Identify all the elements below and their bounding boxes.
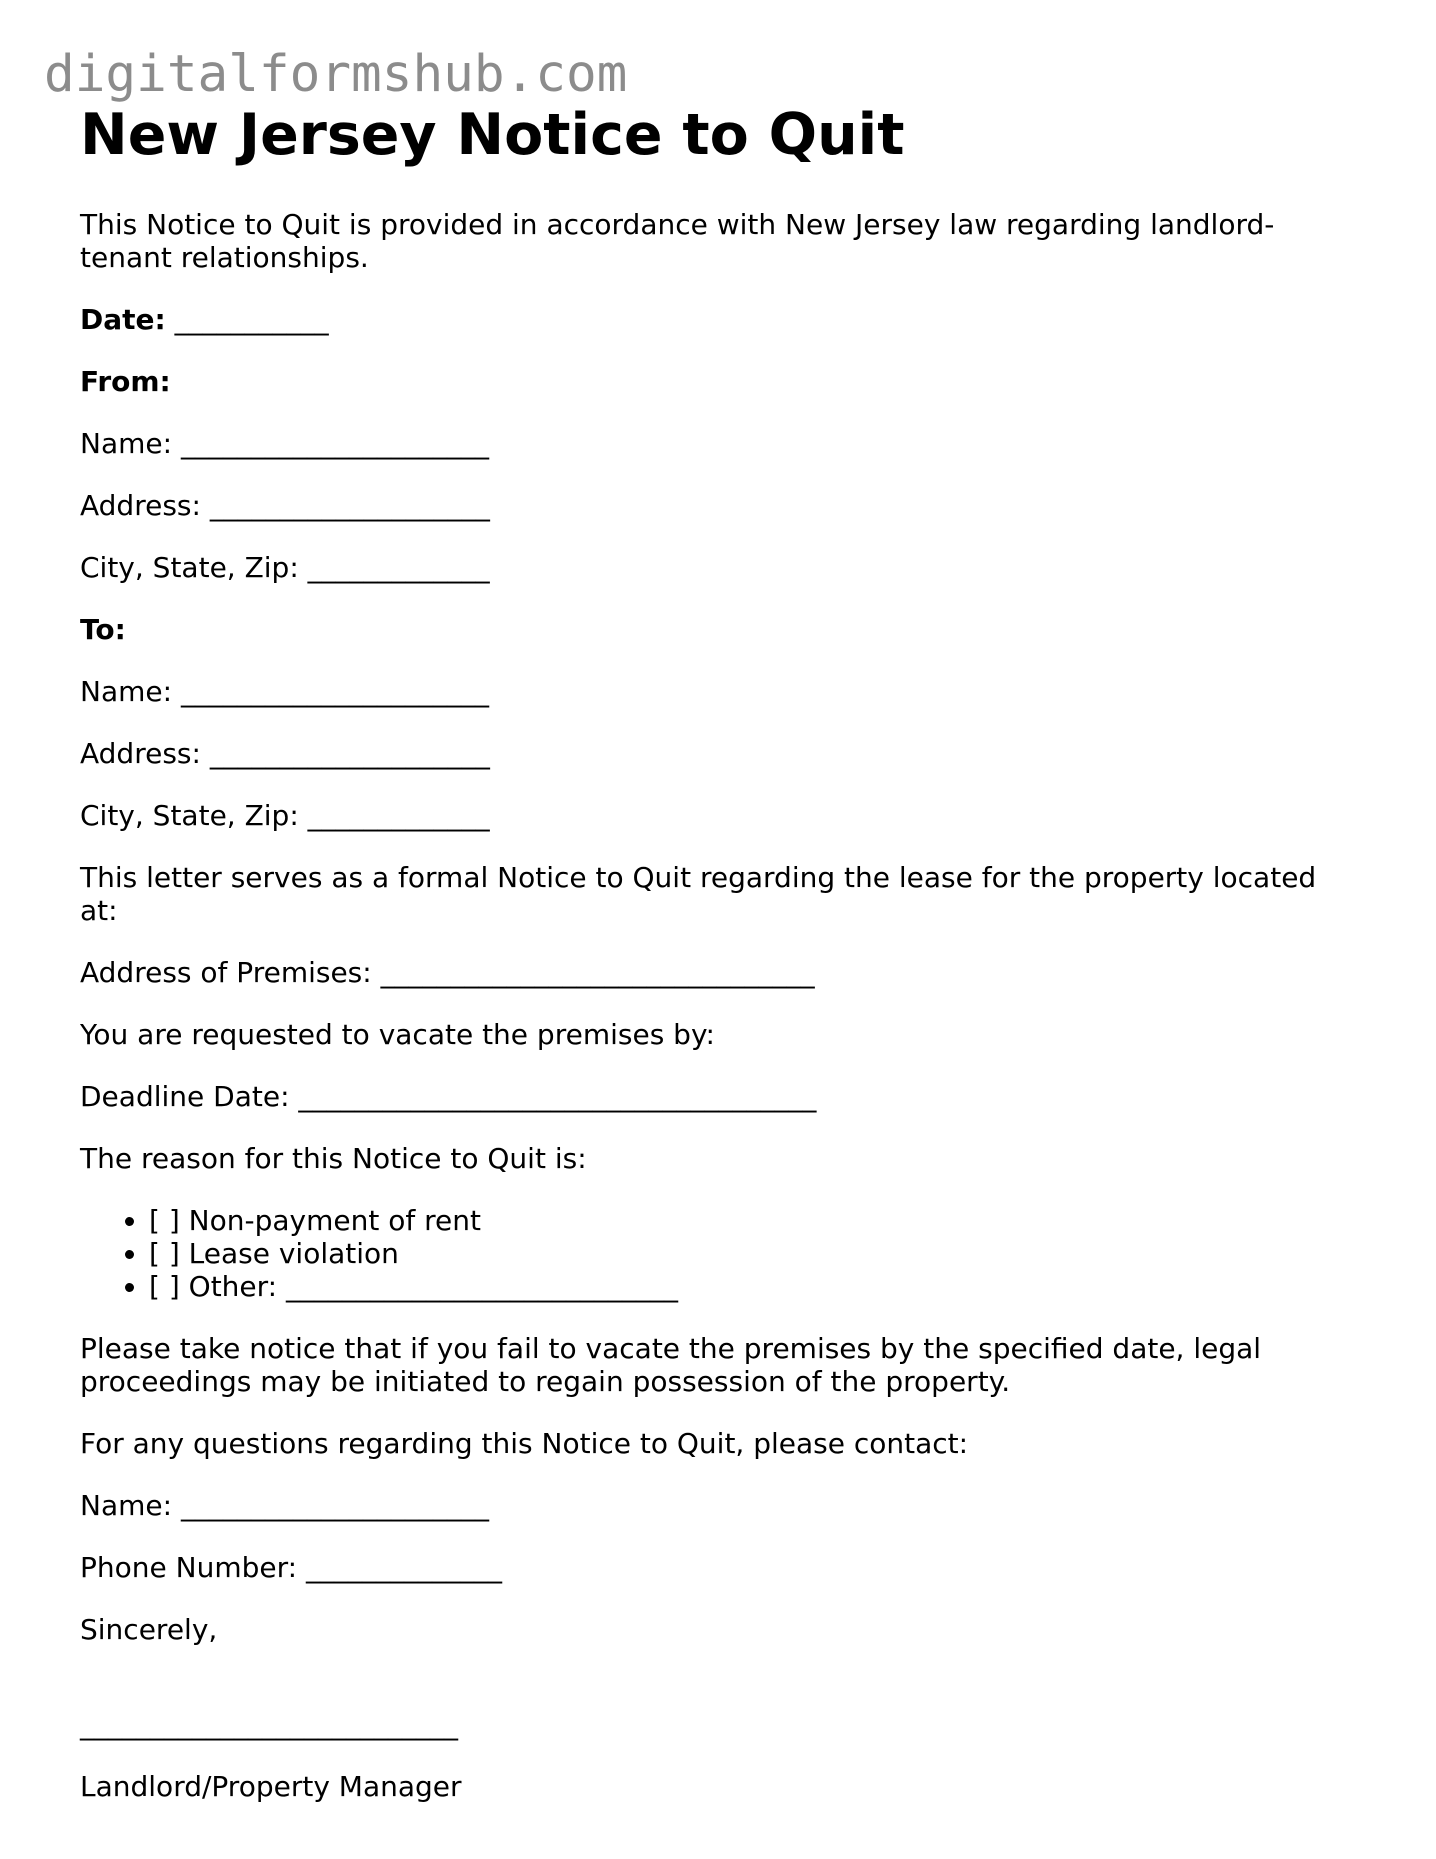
vacate-statement: You are requested to vacate the premises by:: [80, 1018, 715, 1051]
reason-item-lease-violation: • [ ] Lease violation: [149, 1237, 1356, 1270]
contact-name-field: Name: ______________________: [80, 1489, 489, 1522]
legal-warning: Please take notice that if you fail to vacate the premises by the specified date, legal proceedings may be initiated to regain possession of the property.: [80, 1332, 1262, 1398]
page-title: New Jersey Notice to Quit: [80, 102, 905, 168]
from-address-field: Address: ____________________: [80, 489, 490, 522]
reason-intro: The reason for this Notice to Quit is:: [80, 1142, 587, 1175]
date-field: [80, 303, 1356, 336]
watermark: digitalformshub.com: [44, 45, 628, 104]
document-body: [80, 100, 1356, 1832]
to-address-field: Address: ____________________: [80, 737, 490, 770]
signer-title: Landlord/Property Manager: [80, 1770, 462, 1803]
contact-intro: For any questions regarding this Notice to Quit, please contact:: [80, 1427, 969, 1460]
reason-item-other: • [ ] Other: ____________________________: [149, 1270, 1356, 1303]
from-heading: From:: [80, 365, 171, 398]
intro-paragraph: This Notice to Quit is provided in accordance with New Jersey law regarding landlord-tenant relationships.: [80, 208, 1275, 274]
reason-item-nonpayment: • [ ] Non-payment of rent: [149, 1204, 1356, 1237]
contact-phone-field: Phone Number: ______________: [80, 1551, 502, 1584]
from-name-field: Name: ______________________: [80, 427, 489, 460]
deadline-date-field: Deadline Date: _____________________________________: [80, 1080, 817, 1113]
to-city-field: City, State, Zip: _____________: [80, 799, 490, 832]
premises-address-field: Address of Premises: _______________________________: [80, 956, 815, 989]
from-city-field: City, State, Zip: _____________: [80, 551, 490, 584]
to-name-field: Name: ______________________: [80, 675, 489, 708]
to-heading: To:: [80, 613, 126, 646]
signature-line: ___________________________: [80, 1708, 458, 1741]
notice-statement: This letter serves as a formal Notice to Quit regarding the lease for the property located at:: [80, 861, 1317, 927]
reason-list: [80, 1204, 1356, 1303]
closing: Sincerely,: [80, 1613, 218, 1646]
date-blank: ___________: [174, 303, 329, 336]
date-label: Date:: [80, 303, 166, 336]
